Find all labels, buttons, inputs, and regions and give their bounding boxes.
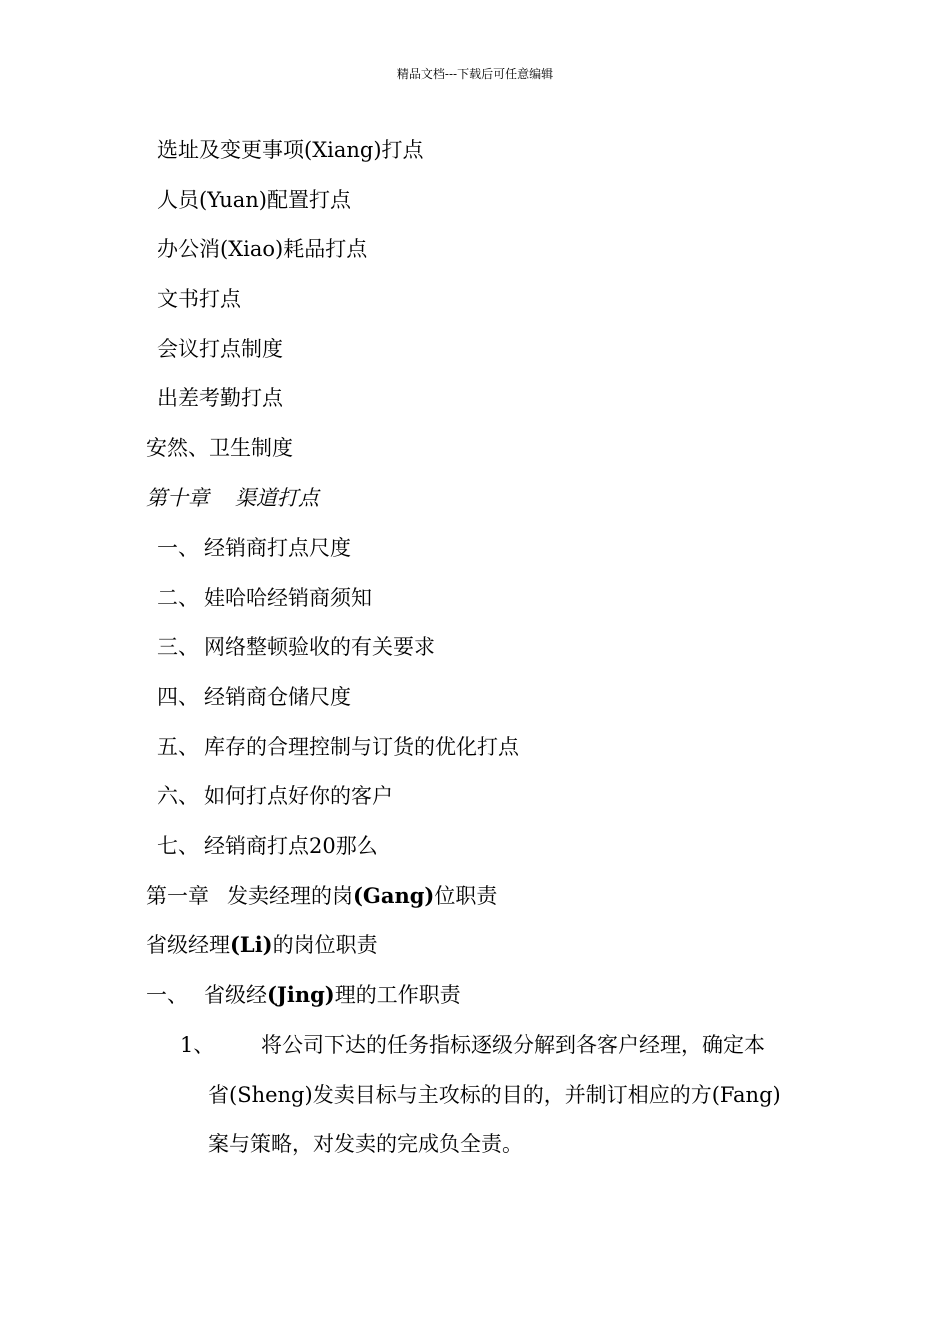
list-item-text: 库存的合理控制与订货的优化打点 [204,735,519,759]
chapter-10-number: 第十章 [146,486,209,510]
list-item-number: 一、 [157,536,199,560]
toc-line-6: 出差考勤打点 [157,386,283,410]
chapter-10-title: 渠道打点 [235,486,319,510]
list-item-text: 娃哈哈经销商须知 [204,586,372,610]
list-item-text: 如何打点好你的客户 [204,784,393,808]
list-item-text: 经销商打点20那么 [204,834,378,858]
toc-line-5: 会议打点制度 [157,337,283,361]
chapter-1-title-bold: (Gang) [353,883,435,908]
chapter-1-title-part: 位职责 [434,884,498,908]
toc-line-2: 人员(Yuan)配置打点 [157,188,351,212]
section-heading-bold: (Li) [230,932,273,957]
list-item [157,534,351,562]
list-item-number: 六、 [157,784,199,808]
chapter-10-heading [146,484,319,512]
subsection-heading [146,981,461,1009]
list-item [157,782,393,810]
subsection-part: 省级经 [204,983,267,1007]
toc-line-4: 文书打点 [157,287,241,311]
toc-line-7: 安然、卫生制度 [146,436,293,460]
list-item-number: 二、 [157,586,199,610]
section-heading-part: 省级经理 [146,933,230,957]
paragraph-line: 将公司下达的任务指标逐级分解到各客户经理，确定本 [261,1033,765,1057]
subsection-bold: (Jing) [267,982,335,1007]
paragraph-line: 省(Sheng)发卖目标与主攻标的目的，并制订相应的方(Fang) [208,1083,781,1107]
list-item [157,633,435,661]
page-header: 精品文档---下载后可任意编辑 [396,67,554,81]
list-item [157,584,372,612]
chapter-1-heading [146,882,497,910]
list-item [157,683,351,711]
subsection-number: 一、 [146,983,188,1007]
paragraph-line: 案与策略，对发卖的完成负全责。 [208,1132,523,1156]
list-item-number: 四、 [157,685,199,709]
subsection-part: 理的工作职责 [334,983,461,1007]
list-item-text: 经销商仓储尺度 [204,685,351,709]
list-item [157,733,519,761]
list-item-number: 三、 [157,635,199,659]
paragraph-number: 1、 [180,1033,215,1057]
list-item-number: 五、 [157,735,199,759]
toc-line-3: 办公消(Xiao)耗品打点 [157,237,368,261]
section-heading-part: 的岗位职责 [272,933,378,957]
toc-line-1: 选址及变更事项(Xiang)打点 [157,138,424,162]
chapter-1-number: 第一章 [146,884,209,908]
list-item-number: 七、 [157,834,199,858]
section-heading [146,931,378,959]
list-item-text: 经销商打点尺度 [204,536,351,560]
list-item-text: 网络整顿验收的有关要求 [204,635,435,659]
list-item [157,832,378,860]
chapter-1-title-part: 发卖经理的岗 [227,884,353,908]
